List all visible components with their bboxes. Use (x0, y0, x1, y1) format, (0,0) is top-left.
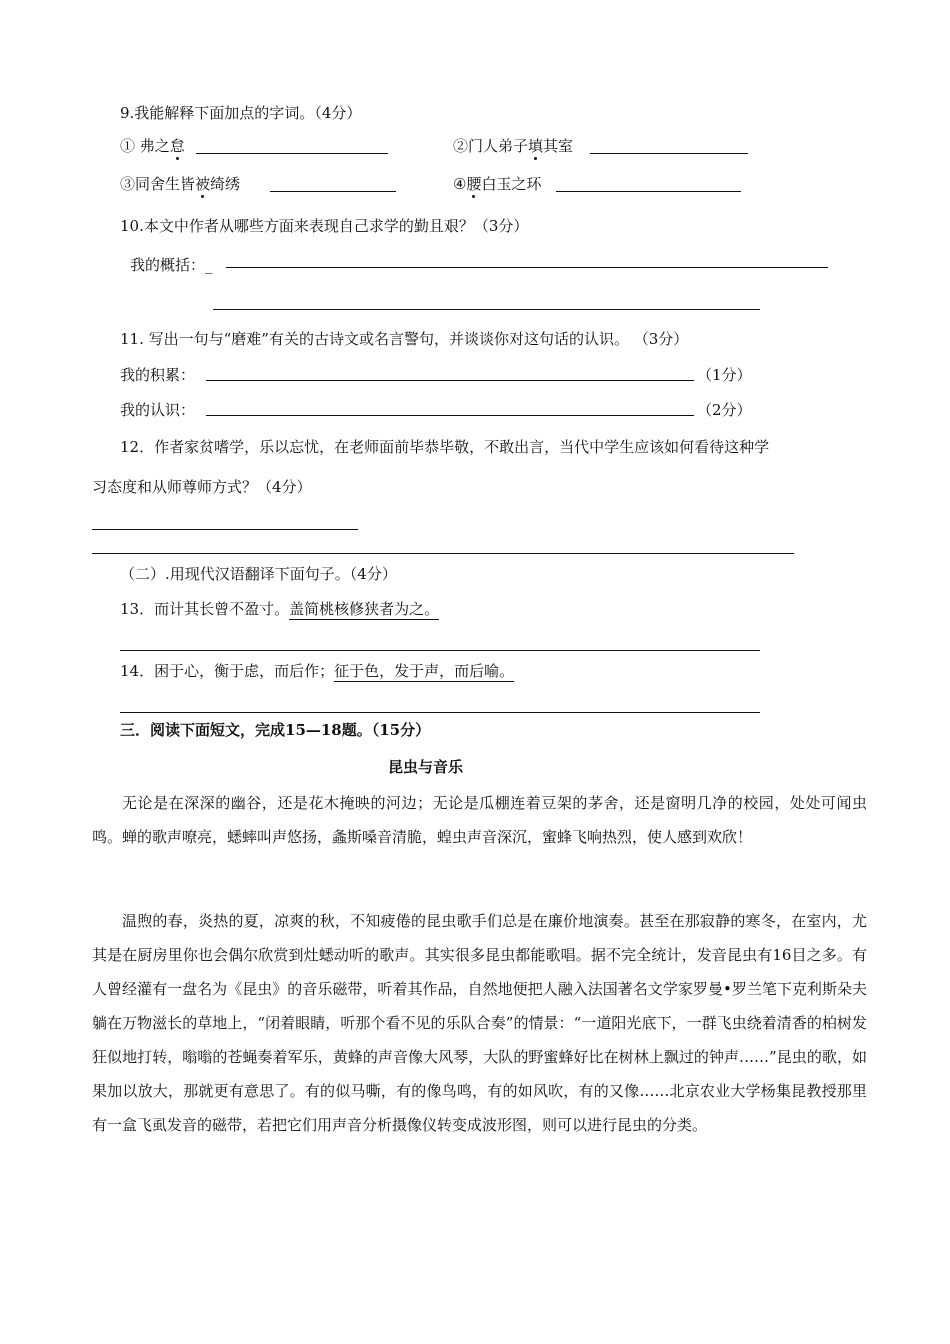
q11-score-1: （1分） (697, 366, 752, 384)
q9-item-4 (453, 174, 541, 194)
q14 (120, 661, 514, 681)
q9-item-3-post: 绮绣 (210, 175, 241, 193)
q9-item-1 (120, 136, 185, 156)
q14-answer-line[interactable] (120, 712, 760, 713)
q10-label: 我的概括：_ (130, 256, 213, 274)
q9-item-1-pre: ① 弗之 (120, 137, 170, 155)
q11-label-2: 我的认识： (120, 401, 196, 419)
q9-item-2-post: 其室 (543, 137, 574, 155)
q11-stem: 11. 写出一句与“磨难”有关的古诗文或名言警句，并谈谈你对这句话的认识。 （3分） (120, 330, 689, 348)
q11-answer-line-1[interactable] (206, 380, 694, 381)
q9-item-3-pre: ③同舍生皆 (120, 175, 196, 193)
part3-heading: 三．阅读下面短文，完成15—18题。（15分） (120, 721, 431, 739)
q9-stem: 9.我能解释下面加点的字词。（4分） (120, 104, 362, 122)
q9-item-4-pre: ④ (453, 175, 467, 193)
article-paragraph-1: 无论是在深深的幽谷，还是花木掩映的河边；无论是瓜棚连着豆架的茅舍，还是窗明几净的校园，处处可闻虫鸣。蝉的歌声嘹亮，蟋蟀叫声悠扬，螽斯嗓音清脆，蝗虫声音深沉，蜜蜂飞响热烈，使人感到欢欣！ (92, 794, 867, 846)
q10-stem: 10.本文中作者从哪些方面来表现自己求学的勤且艰？（3分） (120, 217, 529, 235)
q12-answer-line-1[interactable] (92, 529, 358, 530)
q13-underlined: 盖简桃核修狭者为之。 (289, 600, 440, 618)
part2-heading: （二）.用现代汉语翻译下面句子。（4分） (120, 565, 397, 583)
q9-answer-line-2[interactable] (590, 153, 748, 154)
q9-item-2 (453, 136, 573, 156)
q9-item-2-dotted: 填 (528, 137, 544, 155)
q9-item-2-pre: ②门人弟子 (453, 137, 529, 155)
q13 (120, 599, 439, 619)
q14-underlined: 征于色，发于声，而后喻。 (334, 662, 515, 680)
q11-answer-line-2[interactable] (206, 415, 694, 416)
q9-item-4-post: 白玉之环 (481, 175, 542, 193)
q9-answer-line-3[interactable] (270, 191, 396, 192)
q10-answer-line-2[interactable] (213, 309, 760, 310)
article-paragraph-2: 温煦的春，炎热的夏，凉爽的秋，不知疲倦的昆虫歌手们总是在廉价地演奏。甚至在那寂静的寒冬，在室内，尤其是在厨房里你也会偶尔欣赏到灶蟋动听的歌声。其实很多昆虫都能歌唱。据不完全统计，发音昆虫有16目之多。有人曾经灌有一盘名为《昆虫》的音乐磁带，听着其作品，自然地便把人融入法国著名文学家罗曼•罗兰笔下克利斯朵夫躺在万物滋长的草地上，“闭着眼睛，听那个看不见的乐队合奏”的情景：“一道阳光底下，一群飞虫绕着清香的柏树发狂似地打转，嗡嗡的苍蝇奏着军乐，黄蜂的声音像大风琴，大队的野蜜蜂好比在树林上飘过的钟声……”昆虫的歌，如果加以放大，那就更有意思了。有的似马嘶，有的像鸟鸣，有的如风吹，有的又像……北京农业大学杨集昆教授那里有一盒飞虱发音的磁带，若把它们用声音分析摄像仪转变成波形图，则可以进行昆虫的分类。 (92, 912, 867, 1134)
q9-answer-line-1[interactable] (196, 153, 388, 154)
q9-item-4-dotted: 腰 (466, 175, 482, 193)
article-title: 昆虫与音乐 (388, 758, 464, 776)
q9-item-3-dotted: 被 (195, 175, 211, 193)
q12-line-2: 习态度和从师尊师方式？（4分） (92, 478, 312, 496)
q13-answer-line[interactable] (120, 650, 760, 651)
q11-label-1: 我的积累： (120, 366, 196, 384)
q10-answer-line-1[interactable] (226, 267, 828, 268)
q11-score-2: （2分） (697, 401, 752, 419)
q14-pre: 14．困于心，衡于虑，而后作； (120, 662, 335, 680)
q12-line-1: 12．作者家贫嗜学，乐以忘忧，在老师面前毕恭毕敬，不敢出言，当代中学生应该如何看待这种学 (120, 438, 770, 456)
q13-pre: 13．而计其长曾不盈寸。 (120, 600, 290, 618)
q12-answer-line-2[interactable] (92, 553, 794, 554)
q9-item-3 (120, 174, 240, 194)
q9-answer-line-4[interactable] (556, 191, 741, 192)
q9-item-1-dotted: 怠 (169, 137, 185, 155)
